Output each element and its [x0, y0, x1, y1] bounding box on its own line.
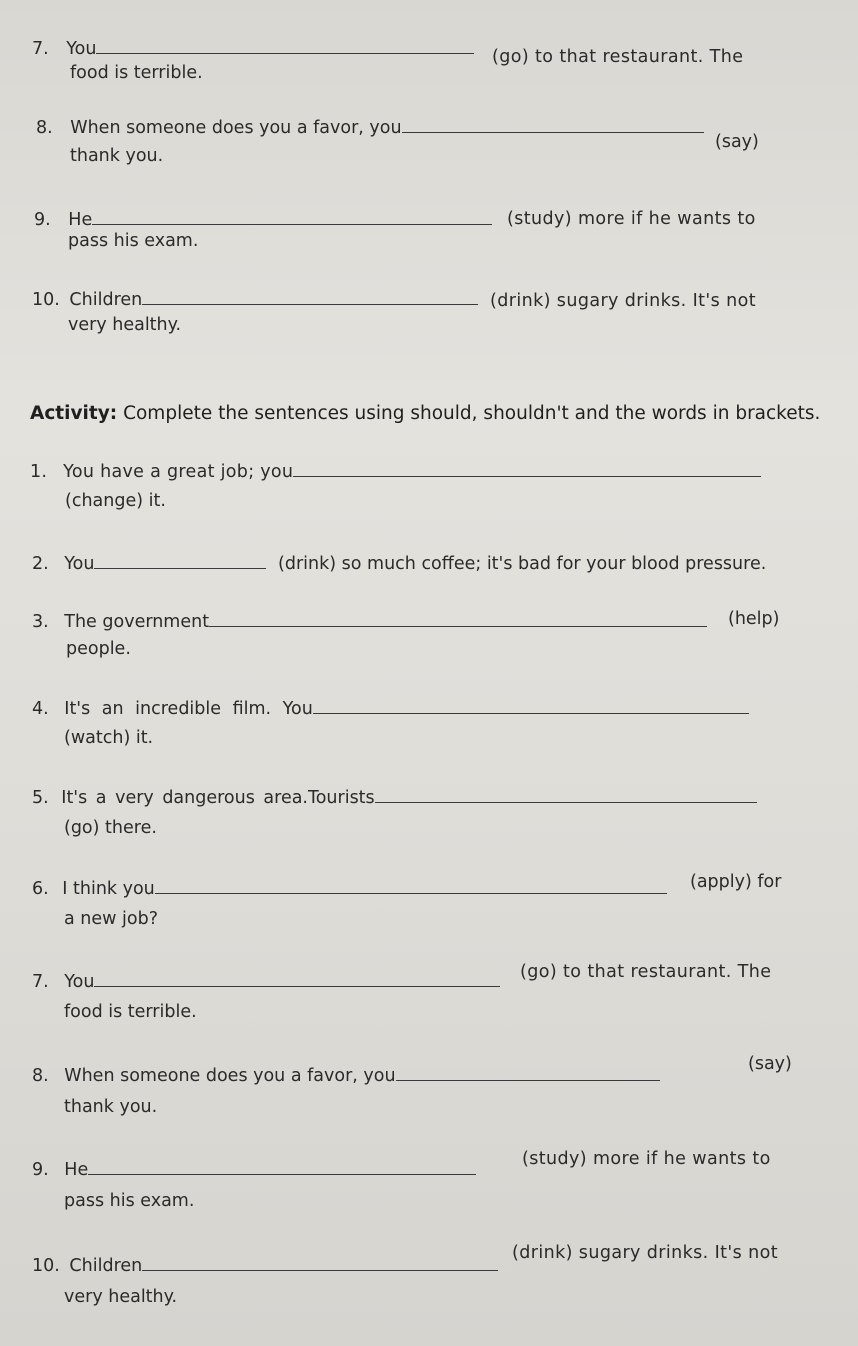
answer-blank[interactable]: [94, 552, 266, 569]
question-rest: (drink) so much coffee; it's bad for your blood pressure.: [278, 554, 767, 574]
answer-blank[interactable]: [396, 1064, 660, 1081]
question-continuation: food is terrible.: [64, 1002, 197, 1022]
question-continuation: people.: [66, 639, 131, 659]
question-continuation: (watch) it.: [64, 728, 154, 748]
answer-blank[interactable]: [209, 610, 707, 627]
question-text: I think you: [62, 879, 155, 899]
question-number: 4.: [32, 699, 49, 719]
answer-blank[interactable]: [155, 877, 667, 894]
answer-blank[interactable]: [375, 786, 757, 803]
answer-blank[interactable]: [88, 1158, 476, 1175]
answer-blank[interactable]: [142, 288, 478, 305]
question-hint: (drink) sugary drinks. It's not: [490, 291, 756, 311]
question-hint: (say): [715, 132, 759, 152]
activity-instruction: [30, 402, 820, 426]
question-number: 1.: [30, 462, 48, 482]
activity-text: Complete the sentences using should, shouldn't and the words in brackets.: [123, 403, 821, 424]
question-number: 9.: [34, 210, 51, 230]
question-text: He: [68, 210, 93, 230]
question-continuation: thank you.: [64, 1097, 158, 1117]
question-continuation: (change) it.: [65, 491, 166, 511]
question-hint: (study) more if he wants to: [522, 1149, 771, 1169]
question-text: The government: [64, 612, 210, 632]
question-number: 9.: [32, 1160, 49, 1180]
question-number: 10.: [32, 290, 60, 310]
question-hint: (drink) sugary drinks. It's not: [512, 1243, 778, 1263]
question-text: When someone does you a favor, you: [64, 1066, 396, 1086]
question-continuation: very healthy.: [64, 1287, 178, 1307]
answer-blank[interactable]: [293, 460, 761, 477]
question-continuation: pass his exam.: [68, 231, 199, 251]
question-number: 3.: [32, 612, 49, 632]
question-number: 10.: [32, 1256, 60, 1276]
question-continuation: thank you.: [70, 146, 164, 166]
question-hint: (study) more if he wants to: [507, 209, 756, 229]
question-text: You: [64, 554, 95, 574]
question-number: 8.: [36, 118, 53, 138]
answer-blank[interactable]: [96, 37, 474, 54]
question-hint: (go) to that restaurant. The: [520, 962, 772, 982]
question-continuation: a new job?: [64, 909, 158, 929]
question-hint: (apply) for: [690, 872, 782, 892]
question-text: You: [64, 972, 95, 992]
question-continuation: (go) there.: [64, 818, 157, 838]
question-hint: (say): [748, 1054, 792, 1074]
answer-blank[interactable]: [92, 208, 492, 225]
answer-blank[interactable]: [402, 116, 704, 133]
question-number: 7.: [32, 39, 49, 59]
question-number: 8.: [32, 1066, 49, 1086]
question-number: 2.: [32, 554, 49, 574]
question-text: You have a great job; you: [63, 462, 294, 482]
question-continuation: very healthy.: [68, 315, 182, 335]
question-text: When someone does you a favor, you: [70, 118, 402, 138]
question-continuation: pass his exam.: [64, 1191, 195, 1211]
activity-label: Activity:: [30, 403, 118, 424]
question-number: 7.: [32, 972, 49, 992]
question-number: 6.: [32, 879, 49, 899]
question-text: You: [66, 39, 97, 59]
question-number: 5.: [32, 788, 49, 808]
question-text: He: [64, 1160, 89, 1180]
answer-blank[interactable]: [94, 970, 500, 987]
question-hint: (help): [728, 609, 780, 629]
question-continuation: food is terrible.: [70, 63, 203, 83]
question-hint: (go) to that restaurant. The: [492, 47, 744, 67]
answer-blank[interactable]: [313, 697, 749, 714]
question-text: Children: [69, 290, 143, 310]
question-text: Children: [69, 1256, 143, 1276]
question-text: It's an incredible film. You: [64, 699, 313, 719]
question-text: It's a very dangerous area.Tourists: [61, 788, 375, 808]
answer-blank[interactable]: [142, 1254, 498, 1271]
